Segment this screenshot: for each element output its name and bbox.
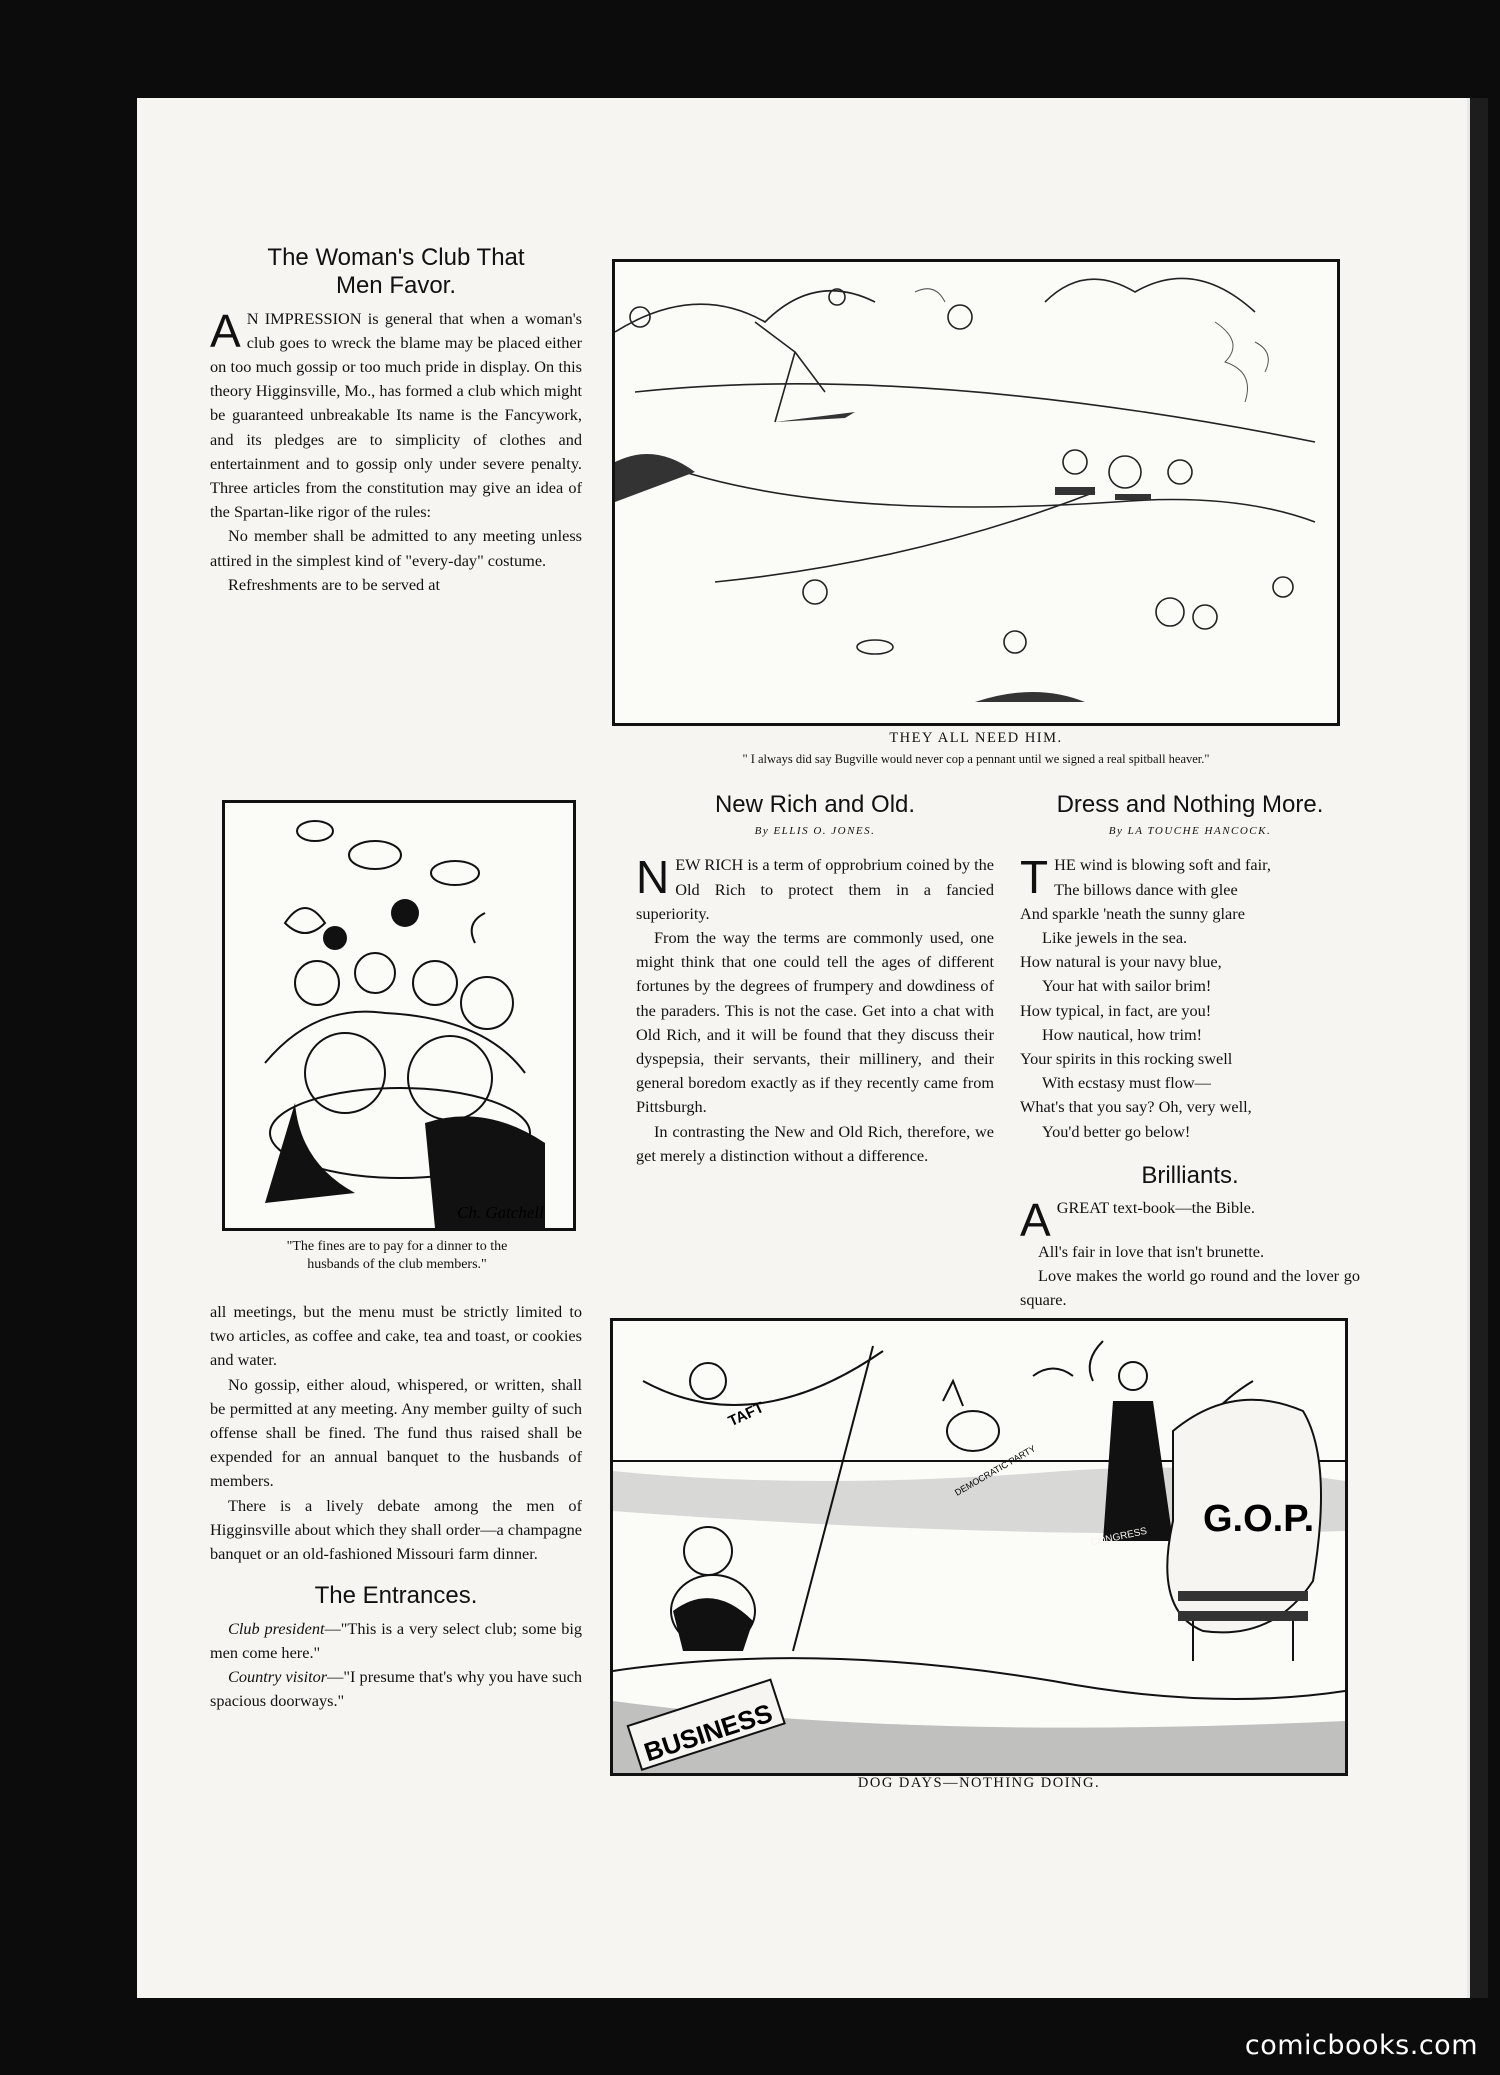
dress-title: Dress and Nothing More. bbox=[1056, 791, 1324, 818]
dress-poem bbox=[1020, 853, 1360, 1143]
new-rich-dropcap: N bbox=[636, 851, 670, 904]
congress-label: CONGRESS bbox=[1089, 1525, 1149, 1549]
womans-club-paragraph-3b: all meetings, but the menu must be strictly limited to two articles, as coffee and cake, tea and toast, or cookies and water. bbox=[210, 1302, 582, 1370]
entrances-title: The Entrances. bbox=[314, 1582, 478, 1610]
womans-club-continued bbox=[210, 1300, 582, 1713]
brilliants-title: Brilliants. bbox=[1141, 1161, 1239, 1189]
dress-dropcap: T bbox=[1020, 851, 1049, 904]
entrances-line-1 bbox=[210, 1617, 582, 1665]
womans-club-dropcap: A bbox=[210, 304, 241, 357]
entrances-quote-2: —"I presume that's why you have such spacious doorways." bbox=[210, 1666, 582, 1711]
womans-club-article bbox=[210, 244, 582, 597]
baseball-cartoon-art bbox=[615, 262, 1337, 723]
gop-label: G.O.P. bbox=[1203, 1498, 1315, 1540]
dinner-caption-line2: husbands of the club members." bbox=[307, 1257, 487, 1272]
dress-byline: By LA TOUCHE HANCOCK. bbox=[1108, 825, 1272, 838]
brilliants-paragraph-3: Love makes the world go round and the lover go square. bbox=[1020, 1266, 1360, 1310]
poem-line-11: What's that you say? Oh, very well, bbox=[1020, 1097, 1252, 1117]
poem-line-12: You'd better go below! bbox=[1042, 1121, 1191, 1141]
dinner-cartoon-signature: Ch. Gatchell bbox=[457, 1203, 544, 1222]
dinner-cartoon-caption bbox=[222, 1238, 572, 1274]
poem-line-4: Like jewels in the sea. bbox=[1042, 927, 1188, 947]
new-rich-paragraph-3: In contrasting the New and Old Rich, therefore, we get merely a distinction without a difference. bbox=[636, 1121, 994, 1165]
poem-line-7: How typical, in fact, are you! bbox=[1020, 1000, 1212, 1020]
democratic-party-label: DEMOCRATIC PARTY bbox=[953, 1443, 1038, 1498]
womans-club-paragraph-2: No member shall be admitted to any meeting unless attired in the simplest kind of "every-day" costume. bbox=[210, 526, 582, 570]
poem-line-5: How natural is your navy blue, bbox=[1020, 952, 1222, 972]
poem-line-9: Your spirits in this rocking swell bbox=[1020, 1048, 1233, 1068]
poem-line-3: And sparkle 'neath the sunny glare bbox=[1020, 903, 1245, 923]
entrances-line-2 bbox=[210, 1665, 582, 1713]
womans-club-title-line1: The Woman's Club That bbox=[267, 244, 525, 271]
politics-cartoon bbox=[610, 1318, 1348, 1776]
poem-line-1-text: HE wind is blowing soft and fair, bbox=[1054, 855, 1271, 875]
womans-club-title-line2: Men Favor. bbox=[335, 272, 457, 300]
womans-club-paragraph-5: There is a lively debate among the men of Higginsville about which they shall order—a champagne banquet or an old-fashioned Missouri farm dinner. bbox=[210, 1495, 582, 1564]
baseball-caption-title: THEY ALL NEED HIM. bbox=[889, 730, 1063, 746]
new-rich-title: New Rich and Old. bbox=[714, 791, 916, 818]
womans-club-paragraph-4: No gossip, either aloud, whispered, or written, shall be permitted at any meeting. Any member guilty of such offense shall be fined. The fund thus raised shall be expended for an annual banquet to the husbands of members. bbox=[210, 1374, 582, 1491]
brilliants-paragraph-1 bbox=[1020, 1194, 1360, 1247]
taft-label: TAFT bbox=[725, 1398, 767, 1431]
new-rich-article bbox=[636, 791, 994, 1168]
womans-club-paragraph-1 bbox=[210, 304, 582, 525]
politics-cartoon-caption: DOG DAYS—NOTHING DOING. bbox=[857, 1775, 1101, 1791]
dinner-cartoon-art bbox=[225, 803, 573, 1228]
brilliants-dropcap: A bbox=[1020, 1194, 1051, 1247]
baseball-caption-text: " I always did say Bugville would never cop a pennant until we signed a real spitball heaver." bbox=[742, 752, 1210, 766]
poem-line-8: How nautical, how trim! bbox=[1042, 1024, 1203, 1044]
new-rich-p1-text: EW RICH is a term of opprobrium coined by the Old Rich to protect them in a fancied superiority. bbox=[636, 855, 994, 923]
new-rich-paragraph-2: From the way the terms are commonly used, one might think that one could tell the ages of different fortunes by the degrees of frumpery and dowdiness of the paraders. This is not the case. Get into a chat with Old Rich, and it will be found that they discuss their dyspepsia, their servants, their millinery, and their general boredom exactly as if they recently came from Pittsburgh. bbox=[636, 927, 994, 1117]
poem-line-2: The billows dance with glee bbox=[1054, 879, 1238, 899]
dinner-caption-line1: "The fines are to pay for a dinner to the bbox=[286, 1239, 508, 1254]
comicbooks-watermark: comicbooks.com bbox=[1244, 2030, 1478, 2061]
entrances-speaker-2: Country visitor bbox=[228, 1666, 328, 1686]
entrances-speaker-1: Club president bbox=[228, 1618, 325, 1638]
poem-line-10: With ecstasy must flow— bbox=[1042, 1073, 1211, 1093]
entrances-quote-1: —"This is a very select club; some big men come here." bbox=[210, 1618, 583, 1662]
womans-club-p1-text: N IMPRESSION is general that when a woman's club goes to wreck the blame may be placed either on too much gossip or too much pride in display. On this theory Higginsville, Mo., has formed a club which might be guaranteed unbreakable Its name is the Fancywork, and its pledges are to simplicity of clothes and entertainment and to gossip only under severe penalty. Three articles from the constitution may give an idea of the Spartan-like rigor of the rules: bbox=[210, 308, 582, 522]
womans-club-title bbox=[210, 244, 582, 301]
new-rich-byline: By ELLIS O. JONES. bbox=[754, 825, 876, 838]
brilliants-p1-text: GREAT text-book—the Bible. bbox=[1056, 1198, 1255, 1218]
next-page-edge bbox=[1467, 98, 1488, 1998]
dinner-cartoon bbox=[222, 800, 576, 1231]
womans-club-paragraph-3a: Refreshments are to be served at bbox=[228, 574, 441, 594]
dress-poem-article bbox=[1020, 791, 1360, 1337]
poem-line-6: Your hat with sailor brim! bbox=[1042, 976, 1212, 996]
baseball-cartoon bbox=[612, 259, 1340, 726]
politics-cartoon-art bbox=[613, 1321, 1345, 1773]
business-sign-label: BUSINESS bbox=[640, 1697, 777, 1768]
brilliants-paragraph-2: All's fair in love that isn't brunette. bbox=[1038, 1242, 1265, 1262]
new-rich-paragraph-1 bbox=[636, 853, 994, 926]
